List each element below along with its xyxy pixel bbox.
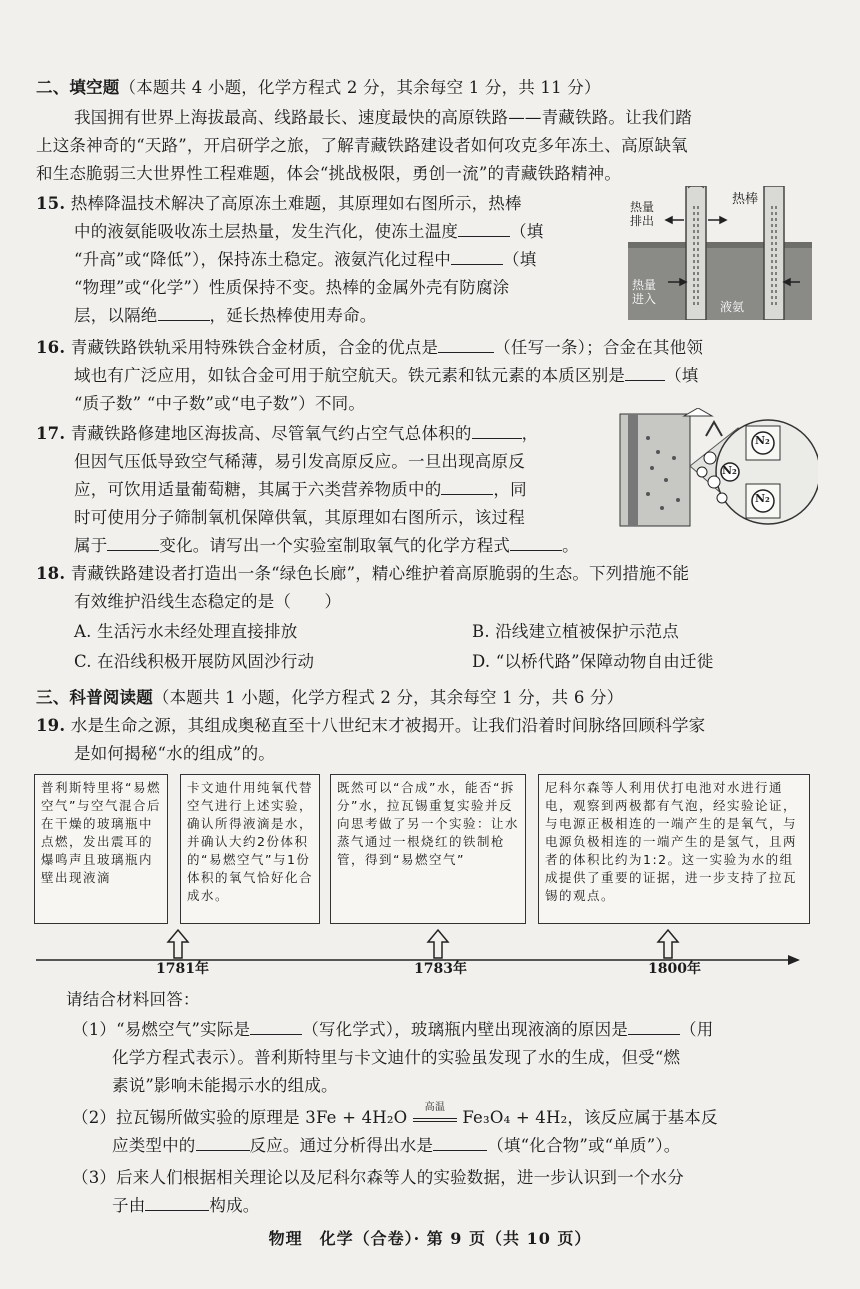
q17-text-3a: 应，可饮用适量葡萄糖，其属于六类营养物质中的	[74, 480, 442, 499]
q15-fill-2: （填	[503, 250, 537, 269]
q16-text-2a: 域也有广泛应用，如钛合金可用于航空航天。铁元素和钛元素的本质区别是	[74, 366, 626, 385]
q19-sub2-line-2	[112, 1134, 681, 1158]
q17-blank-3[interactable]	[107, 534, 159, 551]
q19-sub2-text-2c: （填“化合物”或“单质”）。	[487, 1136, 681, 1155]
year-1781: 1781年	[156, 961, 209, 977]
q18-line-2: 有效维护沿线生态稳定的是（ ）	[74, 592, 342, 611]
q19-sub1-text-1a: （1）“易燃空气”实际是	[72, 1020, 251, 1039]
q19-sub1-line-3: 素说”影响未能揭示水的组成。	[112, 1076, 338, 1095]
q17-text-5c: 。	[562, 536, 579, 555]
q19-sub1-line-1	[72, 1018, 713, 1042]
n2-label-2: N₂	[722, 464, 737, 477]
year-1800: 1800年	[648, 961, 701, 977]
q15-text-6: ，延长热棒使用寿命。	[209, 306, 377, 325]
q15-blank-2[interactable]	[451, 248, 503, 265]
q16-line-1	[36, 336, 703, 360]
q19-sub2-text-1b: Fe₃O₄ + 4H₂，该反应属于基本反	[462, 1108, 718, 1127]
history-box-nicholson: 尼科尔森等人利用伏打电池对水进行通电，观察到两极都有气泡，经实验论证，与电源正极相连的一端产生的是氧气，与电源负极相连的一端产生的是氢气，且两者的体积比约为1:2。这一实验为水的组成提供了重要的证据，进一步支持了拉瓦锡的观点。	[538, 774, 810, 924]
q19-sub1-line-2: 化学方程式表示）。普利斯特里与卡文迪什的实验虽发现了水的生成，但受“燃	[112, 1048, 681, 1067]
section-2-heading	[36, 76, 601, 100]
q17-line-4: 时可使用分子筛制氧机保障供氧，其原理如右图所示，该过程	[74, 508, 525, 527]
q16-text-1a: 青藏铁路铁轨采用特殊铁合金材质，合金的优点是	[70, 338, 439, 357]
reaction-arrow	[413, 1101, 457, 1122]
heat-rod-figure	[628, 186, 812, 320]
q19-sub3-line-2	[112, 1194, 260, 1218]
intro-line-2: 上这条神奇的“天路”，开启研学之旅，了解青藏铁路建设者如何攻克多年冻土、高原缺氧	[36, 136, 688, 155]
q15-line-3	[74, 248, 536, 272]
section-3-note: （本题共 1 小题，化学方程式 2 分，其余每空 1 分，共 6 分）	[152, 688, 624, 707]
q17-text-5a: 属于	[74, 536, 108, 555]
q15-text-2: 中的液氨能吸收冻土层热量，发生汽化，使冻土温度	[74, 222, 459, 241]
q18-option-b[interactable]: B. 沿线建立植被保护示范点	[472, 622, 679, 641]
q16-number: 16.	[36, 338, 66, 357]
q17-blank-1[interactable]	[472, 422, 522, 439]
q16-text-2b: （填	[665, 366, 699, 385]
q15-text-1: 热棒降温技术解决了高原冻土难题，其原理如右图所示，热棒	[70, 194, 522, 213]
molecular-sieve-figure	[618, 408, 818, 536]
q17-line-1	[36, 422, 538, 446]
q16-text-1b: （任写一条）；合金在其他领	[494, 338, 704, 357]
section-2-note: （本题共 4 小题，化学方程式 2 分，其余每空 1 分，共 11 分）	[119, 78, 601, 97]
q19-sub3-text-2a: 子由	[112, 1196, 146, 1215]
q17-blank-4[interactable]	[510, 534, 562, 551]
q19-sub2-text-1a: （2）拉瓦锡所做实验的原理是 3Fe + 4H₂O	[72, 1108, 408, 1127]
q17-text-3b: ，同	[493, 480, 527, 499]
n2-label-1: N₂	[755, 434, 770, 447]
q15-fill-1: （填	[510, 222, 544, 241]
intro-line-3: 和生态脆弱三大世界性工程难题，体会“挑战极限，勇创一流”的青藏铁路精神。	[36, 164, 622, 183]
intro-line-1: 我国拥有世界上海拔最高、线路最长、速度最快的高原铁路——青藏铁路。让我们踏	[74, 108, 692, 127]
q16-line-2	[74, 364, 699, 388]
heat-in-label: 热量	[632, 278, 657, 292]
q19-blank-3[interactable]	[196, 1134, 250, 1151]
q15-line-5	[74, 304, 377, 328]
q15-line-2	[74, 220, 544, 244]
q19-line-2: 是如何揭秘“水的组成”的。	[74, 744, 275, 763]
q16-blank-2[interactable]	[625, 364, 665, 381]
page-footer: 物理 化学（合卷）· 第 9 页（共 10 页）	[268, 1229, 592, 1248]
year-1783: 1783年	[414, 961, 467, 977]
q18-option-c[interactable]: C. 在沿线积极开展防风固沙行动	[74, 652, 315, 671]
q17-number: 17.	[36, 424, 66, 443]
q19-sub2-text-2a: 应类型中的	[112, 1136, 196, 1155]
q15-text-5: 层，以隔绝	[74, 306, 158, 325]
section-3-title: 三、科普阅读题	[36, 688, 153, 707]
q17-text-5b: 变化。请写出一个实验室制取氧气的化学方程式	[159, 536, 511, 555]
q19-text-1: 水是生命之源，其组成奥秘直至十八世纪末才被揭开。让我们沿着时间脉络回顾科学家	[70, 716, 706, 735]
q18-text-1: 青藏铁路建设者打造出一条“绿色长廊”，精心维护着高原脆弱的生态。下列措施不能	[70, 564, 690, 583]
history-box-lavoisier: 既然可以“合成”水，能否“拆分”水，拉瓦锡重复实验并反向思考做了另一个实验：让水蒸气通过一根烧红的铁制枪管，得到“易燃空气”	[330, 774, 526, 924]
q15-number: 15.	[36, 194, 66, 213]
q17-line-2: 但因气压低导致空气稀薄，易引发高原反应。一旦出现高原反	[74, 452, 525, 471]
ammonia-label: 液氨	[720, 300, 745, 314]
q17-text-1b: ，	[521, 424, 539, 443]
q19-sub1-text-1b: （写化学式），玻璃瓶内壁出现液滴的原因是	[302, 1020, 629, 1039]
q19-blank-1[interactable]	[250, 1018, 302, 1035]
q19-number: 19.	[36, 716, 66, 735]
section-3-heading	[36, 686, 623, 710]
heat-rod-label: 热棒	[732, 192, 759, 207]
q17-blank-2[interactable]	[441, 478, 493, 495]
q15-line-1	[36, 192, 522, 216]
q19-blank-4[interactable]	[433, 1134, 487, 1151]
history-box-priestley: 普利斯特里将“易燃空气”与空气混合后在干燥的玻璃瓶中点燃，发出震耳的爆鸣声且玻璃瓶内壁出现液滴	[34, 774, 168, 924]
q19-sub1-text-1c: （用	[680, 1020, 714, 1039]
q18-option-d[interactable]: D. “以桥代路”保障动物自由迁徙	[472, 652, 714, 671]
section-2-title: 二、填空题	[36, 78, 120, 97]
q19-sub3-line-1: （3）后来人们根据相关理论以及尼科尔森等人的实验数据，进一步认识到一个水分	[72, 1168, 684, 1187]
heat-out-label-2: 排出	[630, 214, 655, 228]
n2-label-3: N₂	[755, 492, 770, 505]
q16-blank-1[interactable]	[438, 336, 494, 353]
q19-line-1	[36, 714, 705, 738]
q19-blank-5[interactable]	[145, 1194, 209, 1211]
q19-sub3-text-2b: 构成。	[209, 1196, 260, 1215]
q19-prompt: 请结合材料回答：	[66, 990, 200, 1009]
heat-out-label: 热量	[630, 200, 655, 214]
q15-blank-1[interactable]	[458, 220, 510, 237]
q18-option-a[interactable]: A. 生活污水未经处理直接排放	[74, 622, 298, 641]
q17-line-3	[74, 478, 527, 502]
q17-line-5	[74, 534, 579, 558]
q15-text-3: “升高”或“降低”），保持冻土稳定。液氨汽化过程中	[74, 250, 451, 269]
q19-blank-2[interactable]	[628, 1018, 680, 1035]
q17-text-1a: 青藏铁路修建地区海拔高、尽管氧气约占空气总体积的	[70, 424, 472, 443]
history-box-cavendish: 卡文迪什用纯氧代替空气进行上述实验，确认所得液滴是水，并确认大约2份体积的“易燃空气”与1份体积的氧气恰好化合成水。	[180, 774, 320, 924]
reaction-condition: 高温	[424, 1101, 446, 1113]
q19-sub2-text-2b: 反应。通过分析得出水是	[249, 1136, 434, 1155]
q19-sub2-line-1	[72, 1101, 718, 1130]
q15-line-4: “物理”或“化学”）性质保持不变。热棒的金属外壳有防腐涂	[74, 278, 510, 297]
q16-line-3: “质子数” “中子数”或“电子数”）不同。	[74, 394, 366, 413]
q15-blank-3[interactable]	[158, 304, 210, 321]
heat-in-label-2: 进入	[632, 292, 657, 306]
q18-line-1	[36, 562, 689, 586]
q18-number: 18.	[36, 564, 66, 583]
